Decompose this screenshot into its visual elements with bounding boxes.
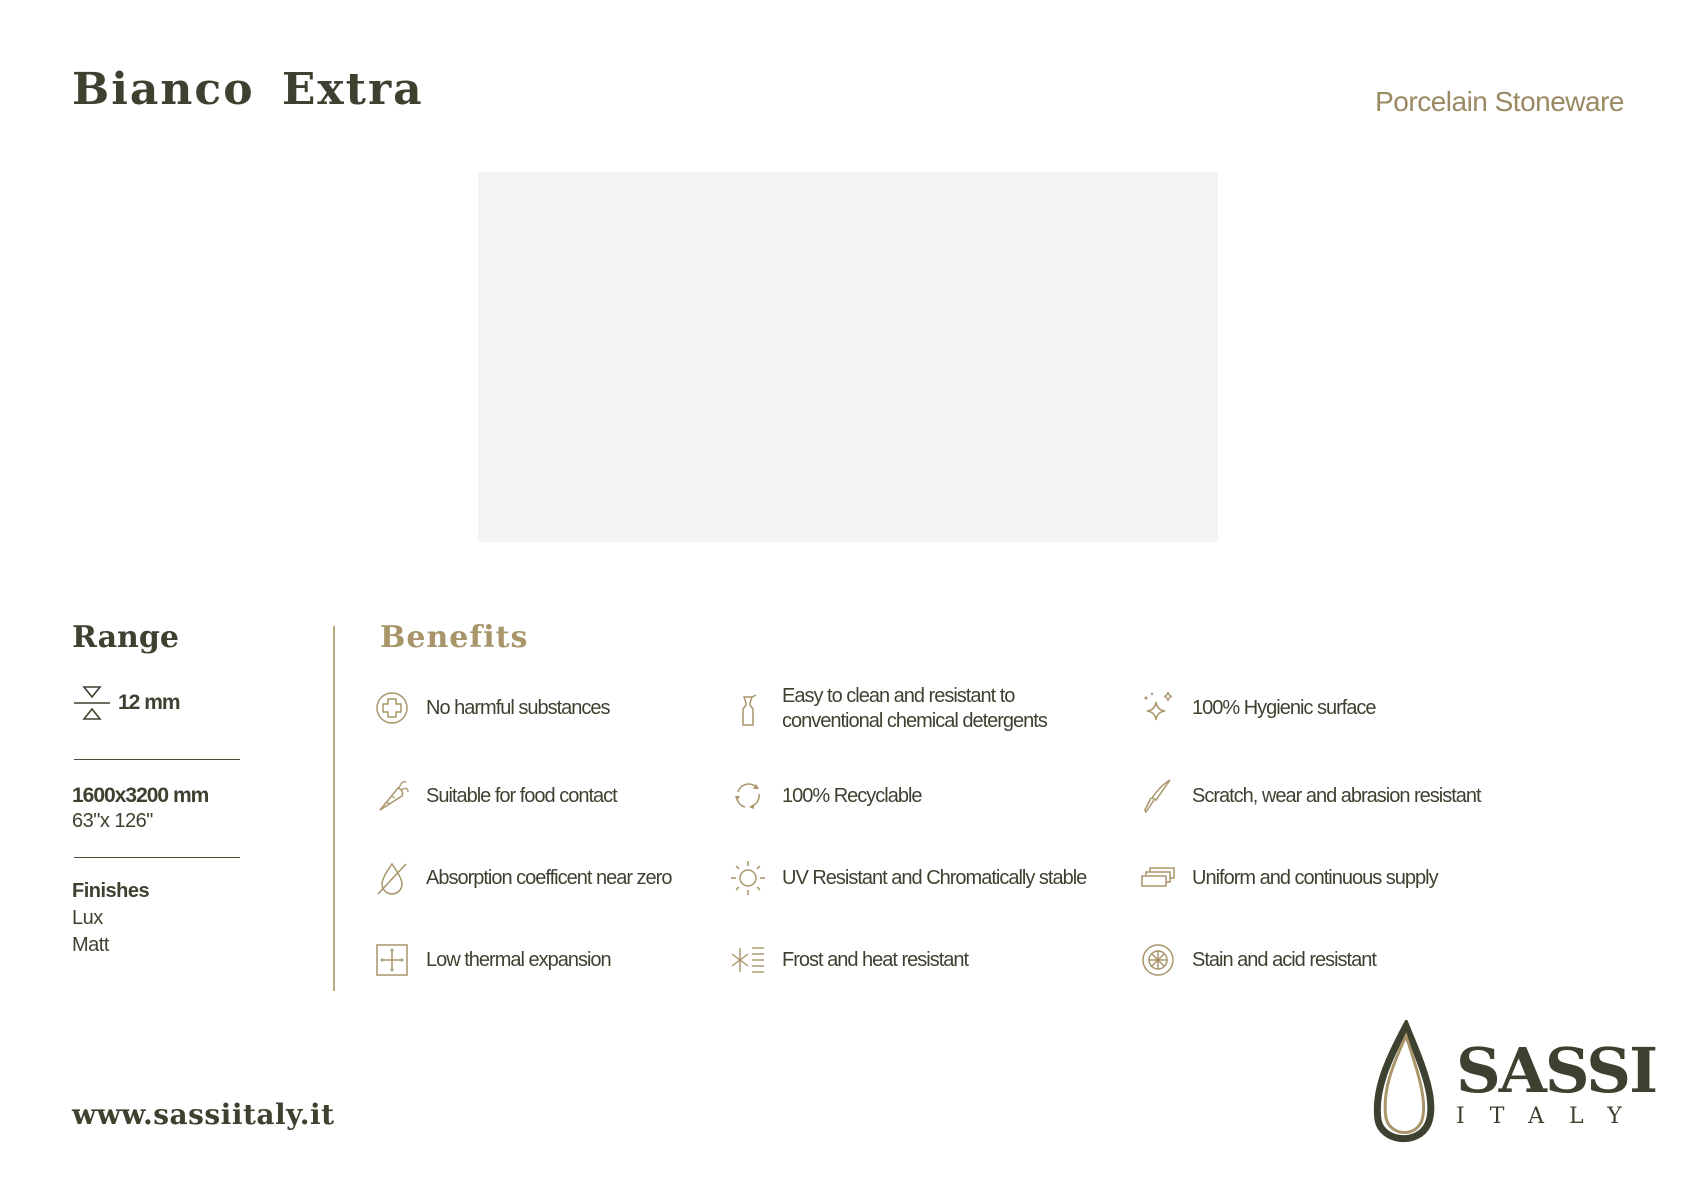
- citrus-icon: [1138, 940, 1178, 980]
- benefit-label-wrap: [782, 684, 1047, 734]
- carrot-icon: [372, 776, 412, 816]
- divider: [74, 759, 240, 760]
- size-mm: 1600x3200 mm: [72, 784, 209, 807]
- no-drop-icon: [372, 858, 412, 898]
- benefit-item: [372, 776, 617, 816]
- sassi-logo: [1368, 1020, 1657, 1150]
- benefit-label: No harmful substances: [426, 696, 610, 719]
- finish-item: Matt: [72, 934, 109, 956]
- thickness-value: 12 mm: [118, 691, 180, 714]
- thickness-row: [72, 681, 252, 725]
- benefit-item: [1138, 940, 1376, 980]
- divider: [74, 857, 240, 858]
- logo-wordmark: SASSI: [1456, 1034, 1657, 1107]
- range-heading: Range: [72, 620, 179, 655]
- benefit-item: [372, 688, 610, 728]
- benefit-item: [728, 684, 1047, 734]
- recycle-icon: [728, 776, 768, 816]
- benefit-item: [728, 776, 922, 816]
- finishes-block: [72, 880, 252, 957]
- finish-item: Lux: [72, 907, 103, 929]
- product-title: Bianco Extra: [72, 64, 424, 115]
- finishes-label: Finishes: [72, 880, 150, 902]
- benefit-label: Easy to clean and resistant to: [782, 685, 1015, 707]
- benefit-label: Scratch, wear and abrasion resistant: [1192, 784, 1481, 807]
- benefit-item: [372, 940, 611, 980]
- benefits-heading: Benefits: [380, 620, 529, 655]
- frost-heat-icon: [728, 940, 768, 980]
- spray-bottle-icon: [728, 689, 768, 729]
- pebble-logo-icon: [1368, 1020, 1448, 1150]
- benefit-label: 100% Hygienic surface: [1192, 696, 1376, 719]
- benefit-item: [728, 940, 968, 980]
- expansion-grid-icon: [372, 940, 412, 980]
- cross-circle-icon: [372, 688, 412, 728]
- knife-icon: [1138, 776, 1178, 816]
- thickness-icon: [72, 683, 112, 723]
- logo-subtitle: ITALY: [1456, 1104, 1647, 1129]
- sun-icon: [728, 858, 768, 898]
- benefit-label: Frost and heat resistant: [782, 948, 969, 971]
- range-section: [72, 620, 252, 957]
- benefit-label: Absorption coefficent near zero: [426, 866, 672, 889]
- benefit-label: 100% Recyclable: [782, 784, 922, 807]
- benefit-item: [1138, 858, 1438, 898]
- benefit-item: [728, 858, 1086, 898]
- benefit-label: UV Resistant and Chromatically stable: [782, 866, 1087, 889]
- benefit-label: conventional chemical detergents: [782, 710, 1047, 732]
- benefit-label: Low thermal expansion: [426, 948, 611, 971]
- benefit-label: Suitable for food contact: [426, 784, 617, 807]
- benefit-item: [1138, 688, 1376, 728]
- size-block: [72, 784, 252, 833]
- benefit-item: [1138, 776, 1481, 816]
- stacked-slabs-icon: [1138, 858, 1178, 898]
- column-divider: [333, 626, 335, 991]
- benefit-label: Uniform and continuous supply: [1192, 866, 1438, 889]
- website-url[interactable]: www.sassiitaly.it: [72, 1098, 335, 1131]
- size-inches: 63"x 126": [72, 810, 153, 832]
- benefit-label: Stain and acid resistant: [1192, 948, 1376, 971]
- benefit-item: [372, 858, 671, 898]
- product-swatch: [478, 172, 1218, 542]
- product-category: Porcelain Stoneware: [1375, 86, 1624, 117]
- sparkles-icon: [1138, 688, 1178, 728]
